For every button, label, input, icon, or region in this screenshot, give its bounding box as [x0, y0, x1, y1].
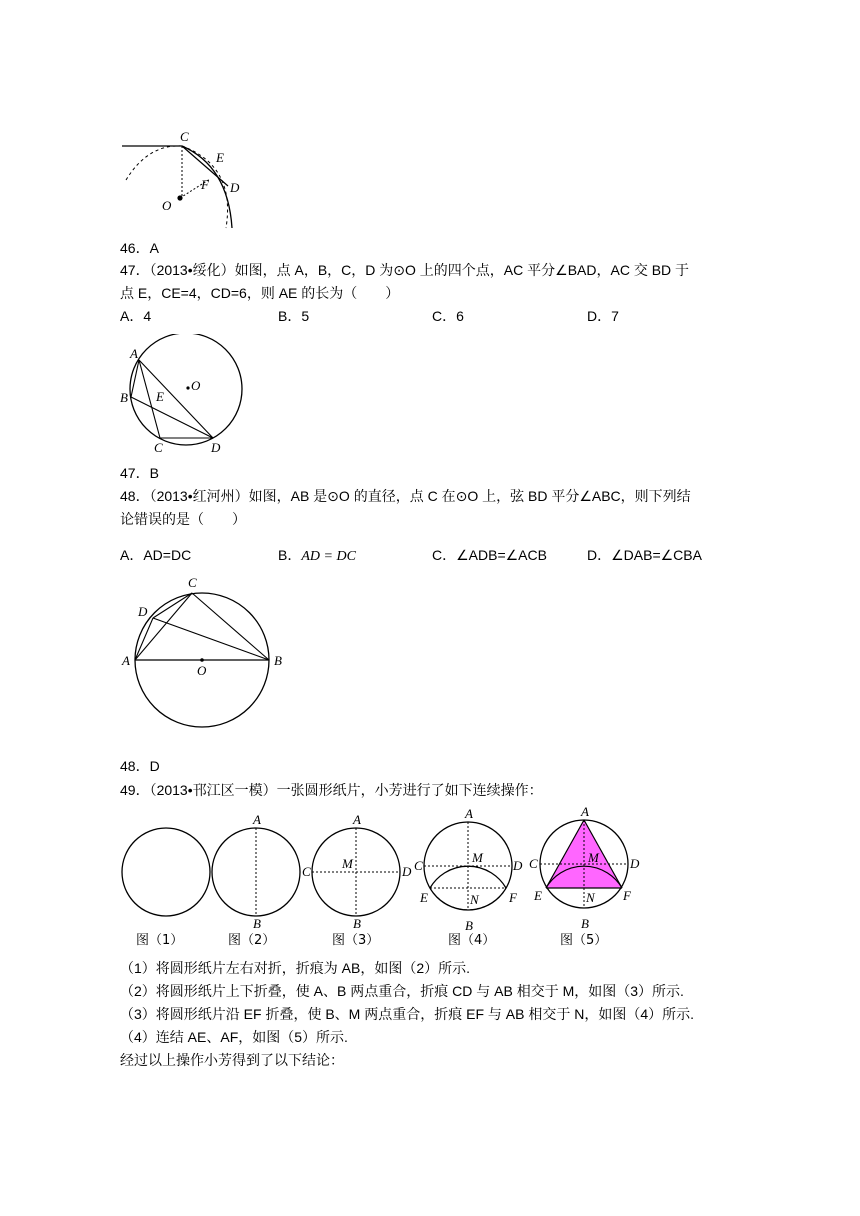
- q49-step-2: （2）将圆形纸片上下折叠，使 A、B 两点重合，折痕 CD 与 AB 相交于 M，如图（3）所示.: [120, 983, 684, 999]
- q49-f4-label-m: M: [472, 850, 483, 865]
- q49-f4-label-n: N: [470, 892, 479, 907]
- q46-label-c: C: [180, 129, 189, 144]
- q49-f5-label-n: N: [586, 890, 595, 905]
- q47-answer: 47．B: [120, 465, 159, 481]
- q49-f5-label-e: E: [534, 888, 542, 903]
- q47-stem-line1: 47．（2013•绥化）如图，点 A，B，C，D 为⊙O 上的四个点，AC 平分∠BAD，AC 交 BD 于: [120, 262, 690, 278]
- q49-f5-label-d: D: [630, 856, 640, 871]
- q47-option-c: C．6: [432, 308, 464, 324]
- q47-label-c: C: [154, 440, 163, 455]
- q47-label-d: D: [211, 440, 221, 455]
- q49-f2-label-b: B: [253, 916, 261, 931]
- q49-f2-label-a: A: [253, 812, 261, 827]
- q49-f5-label-m: M: [588, 850, 599, 865]
- q48-label-d: D: [138, 604, 148, 619]
- q46-answer: 46．A: [120, 240, 159, 256]
- q47-label-e: E: [156, 389, 164, 404]
- q48-option-a: A．AD=DC: [120, 547, 192, 563]
- q49-f3-label-d: D: [402, 864, 412, 879]
- q48-option-b-math: AD = DC: [301, 549, 356, 564]
- q47-label-b: B: [120, 390, 128, 405]
- q46-figure: [118, 126, 258, 230]
- q47-label-a: A: [130, 346, 138, 361]
- q49-f3-label-c: C: [302, 864, 311, 879]
- q49-caption-5: 图（5）: [560, 933, 608, 948]
- q49-figures: [116, 806, 656, 954]
- q49-f5-label-c: C: [529, 856, 538, 871]
- q49-stem: 49．（2013•邗江区一模）一张圆形纸片，小芳进行了如下连续操作：: [120, 782, 543, 798]
- q48-option-d: D．∠DAB=∠CBA: [587, 547, 702, 563]
- q49-caption-2: 图（2）: [228, 933, 276, 948]
- q48-option-c: C．∠ADB=∠ACB: [432, 547, 547, 563]
- q49-f4-label-d: D: [513, 858, 523, 873]
- q49-f4-label-b: B: [465, 918, 473, 933]
- q47-figure: [118, 334, 250, 458]
- q49-caption-1: 图（1）: [136, 933, 184, 948]
- q48-option-b-label: B．: [278, 547, 302, 563]
- q48-stem-line2: 论错误的是（ ）: [120, 511, 246, 527]
- q49-step-1: （1）将圆形纸片左右对折，折痕为 AB，如图（2）所示.: [120, 960, 471, 976]
- q49-f3-label-m: M: [342, 856, 353, 871]
- q48-label-c: C: [188, 575, 197, 590]
- q48-label-a: A: [122, 653, 130, 668]
- q49-f5-label-b: B: [581, 916, 589, 931]
- q49-f4-label-f: F: [509, 890, 517, 905]
- q49-f3-label-a: A: [353, 812, 361, 827]
- q49-f4-label-e: E: [420, 890, 428, 905]
- q46-label-e: E: [216, 150, 224, 165]
- q49-step-3: （3）将圆形纸片沿 EF 折叠，使 B、M 两点重合，折痕 EF 与 AB 相交于 N，如图（4）所示.: [120, 1006, 695, 1022]
- q46-label-o: O: [162, 198, 172, 213]
- q48-stem-line1: 48．（2013•红河州）如图，AB 是⊙O 的直径，点 C 在⊙O 上，弦 BD 平分∠ABC，则下列结: [120, 488, 691, 504]
- q47-label-o: O: [191, 378, 201, 393]
- q49-f5-label-f: F: [623, 888, 631, 903]
- q47-option-a: A．4: [120, 308, 152, 324]
- q49-f4-label-c: C: [414, 858, 423, 873]
- q48-label-o: O: [197, 663, 207, 678]
- q49-f4-label-a: A: [465, 806, 473, 821]
- q47-stem-line2: 点 E，CE=4，CD=6，则 AE 的长为（ ）: [120, 285, 400, 301]
- q49-caption-4: 图（4）: [448, 933, 496, 948]
- q46-label-f: F: [201, 177, 209, 192]
- q49-f5-label-a: A: [581, 806, 589, 819]
- q47-option-d: D．7: [587, 308, 619, 324]
- q48-label-b: B: [274, 653, 282, 668]
- q49-f3-label-b: B: [353, 916, 361, 931]
- q49-conclusion: 经过以上操作小芳得到了以下结论：: [120, 1052, 344, 1068]
- q47-option-b: B．5: [278, 308, 310, 324]
- q48-answer: 48．D: [120, 758, 160, 774]
- q48-figure: [118, 574, 294, 738]
- q46-label-d: D: [230, 180, 240, 195]
- q49-caption-3: 图（3）: [332, 933, 380, 948]
- q49-step-4: （4）连结 AE、AF，如图（5）所示.: [120, 1029, 348, 1045]
- q48-option-b: [278, 545, 356, 567]
